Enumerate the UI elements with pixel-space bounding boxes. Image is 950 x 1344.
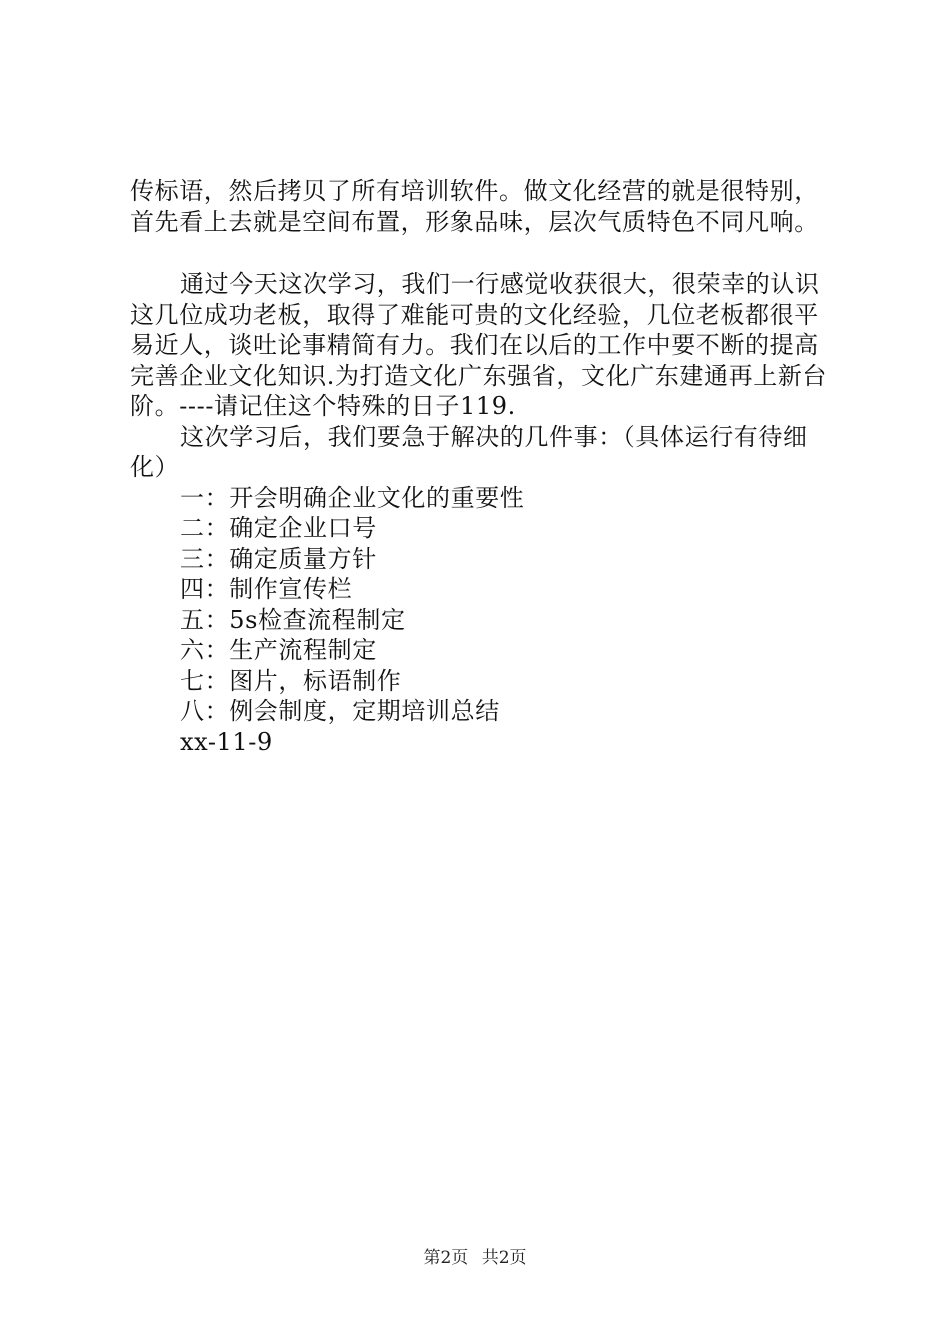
list-item: 一：开会明确企业文化的重要性 — [180, 483, 525, 512]
continuation-paragraph: 传标语，然后拷贝了所有培训软件。做文化经营的就是很特别，首先看上去就是空间布置，形象品味，层次气质特色不同凡响。 — [130, 177, 819, 236]
paragraph-learning-summary: 通过今天这次学习，我们一行感觉收获很大，很荣幸的认识这几位成功老板，取得了难能可贵的文化经验，几位老板都很平易近人，谈吐论事精简有力。我们在以后的工作中要不断的提高完善企业文化知识.为打造文化广东强省，文化广东建通再上新台阶。----请记住这个特殊的日子119. — [130, 270, 828, 420]
document-date: xx-11-9 — [180, 727, 273, 756]
list-item: 六：生产流程制定 — [180, 636, 377, 664]
list-item: 二：确定企业口号 — [180, 514, 377, 542]
page-number-total: 共2页 — [481, 1248, 527, 1268]
list-item: 五：5s检查流程制定 — [180, 605, 406, 634]
list-item: 三：确定质量方针 — [180, 544, 377, 573]
paragraph-action-intro: 这次学习后，我们要急于解决的几件事：（具体运行有待细化） — [130, 422, 808, 481]
action-item-list — [130, 483, 840, 727]
page-number-current: 第2页 — [423, 1248, 469, 1268]
document-body-main — [130, 269, 840, 757]
list-item: 七：图片，标语制作 — [180, 666, 402, 695]
page-footer — [0, 1243, 950, 1268]
list-item: 四：制作宣传栏 — [180, 575, 353, 603]
document-body-top — [130, 176, 840, 237]
list-item: 八：例会制度，定期培训总结 — [180, 697, 500, 725]
